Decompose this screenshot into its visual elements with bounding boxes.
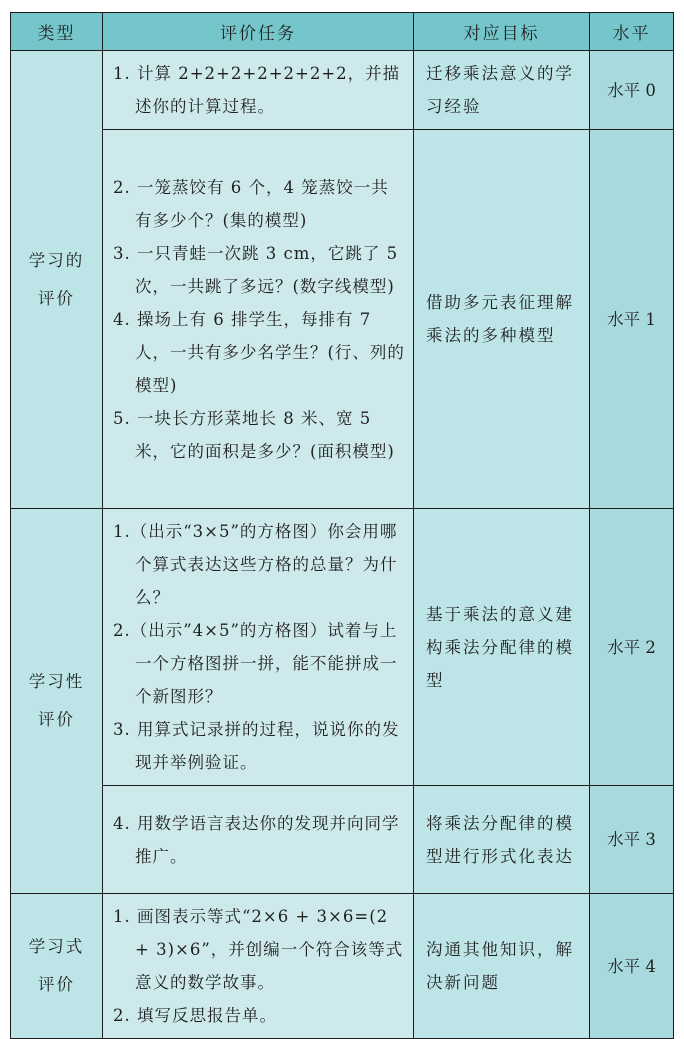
goal-cell: 沟通其他知识，解决新问题 bbox=[414, 894, 590, 1039]
header-level: 水平 bbox=[590, 13, 674, 51]
type-cell-learning-as bbox=[11, 894, 103, 1039]
level-cell: 水平 1 bbox=[590, 130, 674, 509]
task-item: 4. 用数学语言表达你的发现并向同学推广。 bbox=[113, 813, 400, 866]
header-goal: 对应目标 bbox=[414, 13, 590, 51]
task-item: 2.（出示”4×5”的方格图）试着与上一个方格图拼一拼，能不能拼成一个新图形？ bbox=[113, 621, 398, 706]
header-row bbox=[11, 13, 674, 51]
task-item: 1. 计算 2+2+2+2+2+2+2，并描述你的计算过程。 bbox=[113, 64, 401, 116]
goal-cell: 将乘法分配律的模型进行形式化表达 bbox=[414, 786, 590, 894]
task-cell bbox=[103, 786, 414, 894]
task-item: 5. 一块长方形菜地长 8 米、宽 5 米，它的面积是多少？(面积模型) bbox=[113, 408, 395, 461]
task-item: 3. 用算式记录拼的过程，说说你的发现并举例验证。 bbox=[113, 720, 400, 772]
goal-cell: 基于乘法的意义建构乘法分配律的模型 bbox=[414, 509, 590, 786]
goal-cell: 迁移乘法意义的学习经验 bbox=[414, 51, 590, 130]
header-task: 评价任务 bbox=[103, 13, 414, 51]
type-label-line2: 评价 bbox=[38, 975, 75, 994]
task-item: 1. 画图表示等式“2×6 + 3×6=(2 + 3)×6”，并创编一个符合该等式意义的数学故事。 bbox=[113, 907, 404, 992]
table-row bbox=[11, 130, 674, 509]
table-row bbox=[11, 509, 674, 786]
level-cell: 水平 4 bbox=[590, 894, 674, 1039]
task-cell bbox=[103, 509, 414, 786]
evaluation-table bbox=[10, 12, 674, 1039]
header-type: 类型 bbox=[11, 13, 103, 51]
type-label-line2: 评价 bbox=[38, 710, 75, 729]
task-cell bbox=[103, 51, 414, 130]
type-label-line1: 学习性 bbox=[28, 672, 85, 691]
task-item: 4. 操场上有 6 排学生，每排有 7 人，一共有多少名学生？(行、列的模型) bbox=[113, 309, 405, 395]
goal-cell: 借助多元表征理解乘法的多种模型 bbox=[414, 130, 590, 509]
level-cell: 水平 0 bbox=[590, 51, 674, 130]
type-label-line2: 评价 bbox=[38, 288, 75, 308]
type-cell-learning-for bbox=[11, 509, 103, 894]
type-cell-learning-of bbox=[11, 51, 103, 509]
level-cell: 水平 2 bbox=[590, 509, 674, 786]
table-row bbox=[11, 51, 674, 130]
task-item: 2. 一笼蒸饺有 6 个，4 笼蒸饺一共有多少个？(集的模型) bbox=[113, 177, 389, 230]
table-row bbox=[11, 894, 674, 1039]
type-label-line1: 学习的 bbox=[28, 250, 85, 270]
task-item: 1.（出示“3×5”的方格图）你会用哪个算式表达这些方格的总量？为什么？ bbox=[113, 522, 398, 607]
task-cell bbox=[103, 894, 414, 1039]
level-cell: 水平 3 bbox=[590, 786, 674, 894]
type-label-line1: 学习式 bbox=[28, 937, 85, 956]
table-row bbox=[11, 786, 674, 894]
task-item: 3. 一只青蛙一次跳 3 cm，它跳了 5 次，一共跳了多远？(数字线模型) bbox=[113, 243, 399, 296]
task-item: 2. 填写反思报告单。 bbox=[113, 1006, 277, 1025]
task-cell bbox=[103, 130, 414, 509]
